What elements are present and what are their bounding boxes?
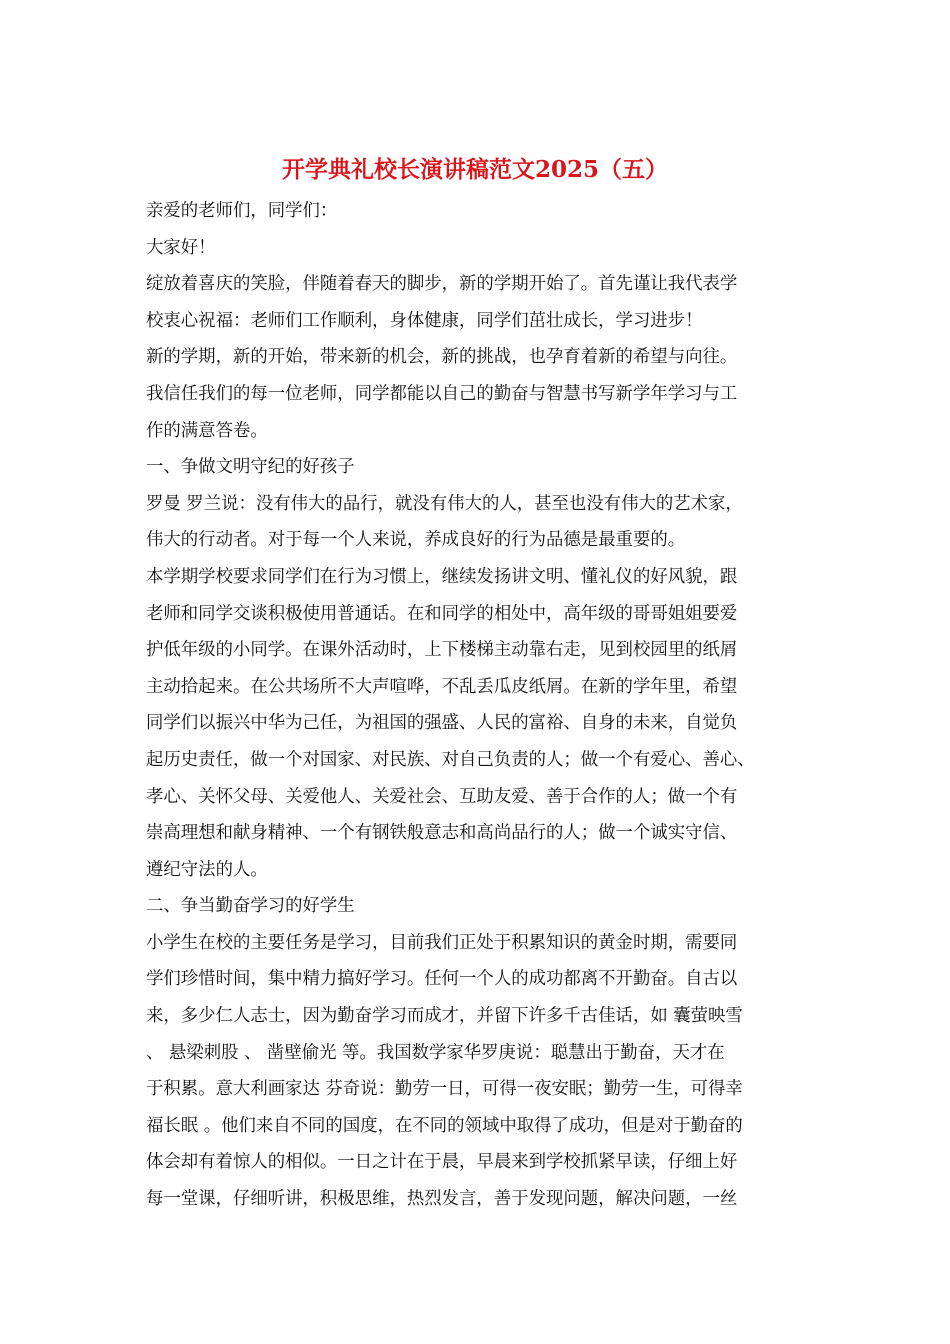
paragraph (146, 266, 806, 339)
text-line: 同学们以振兴中华为己任，为祖国的强盛、人民的富裕、自身的未来，自觉负 (146, 713, 738, 734)
text-line: 体会却有着惊人的相似。一日之计在于晨，早晨来到学校抓紧早读，仔细上好 (146, 1152, 738, 1173)
text-line: 福长眠 。他们来自不同的国度，在不同的领域中取得了成功，但是对于勤奋的 (146, 1115, 743, 1136)
paragraph (146, 230, 806, 267)
text-line: 大家好！ (146, 237, 216, 258)
text-line: 一、争做文明守纪的好孩子 (146, 457, 355, 478)
document-body (146, 193, 806, 1218)
text-line: 每一堂课，仔细听讲，积极思维，热烈发言，善于发现问题，解决问题，一丝 (146, 1189, 738, 1210)
text-line: 罗曼 罗兰说：没有伟大的品行，就没有伟大的人，甚至也没有伟大的艺术家， (146, 493, 743, 514)
text-line: 崇高理想和献身精神、一个有钢铁般意志和高尚品行的人；做一个诚实守信、 (146, 823, 738, 844)
text-line: 于积累。意大利画家达 芬奇说：勤劳一日，可得一夜安眠；勤劳一生，可得幸 (146, 1079, 743, 1100)
text-line: 小学生在校的主要任务是学习，目前我们正处于积累知识的黄金时期，需要同 (146, 932, 738, 953)
paragraph (146, 925, 806, 1218)
text-line: 遵纪守法的人。 (146, 859, 268, 880)
text-line: 二、争当勤奋学习的好学生 (146, 896, 355, 917)
paragraph (146, 486, 806, 559)
paragraph (146, 449, 806, 486)
text-line: 绽放着喜庆的笑脸，伴随着春天的脚步，新的学期开始了。首先谨让我代表学 (146, 274, 738, 295)
text-line: 来，多少仁人志士，因为勤奋学习而成才，并留下许多千古佳话，如 囊萤映雪 (146, 1006, 743, 1027)
text-line: 伟大的行动者。对于每一个人来说，养成良好的行为品德是最重要的。 (146, 530, 686, 551)
text-line: 校衷心祝福：老师们工作顺利，身体健康，同学们茁壮成长，学习进步！ (146, 310, 703, 331)
text-line: 本学期学校要求同学们在行为习惯上，继续发扬讲文明、懂礼仪的好风貌，跟 (146, 566, 738, 587)
paragraph (146, 559, 806, 888)
paragraph (146, 888, 806, 925)
paragraph (146, 193, 806, 230)
text-line: 护低年级的小同学。在课外活动时，上下楼梯主动靠右走，见到校园里的纸屑 (146, 640, 738, 661)
text-line: 新的学期，新的开始，带来新的机会，新的挑战，也孕育着新的希望与向往。 (146, 347, 738, 368)
text-line: 、 悬梁刺股 、 凿壁偷光 等。我国数学家华罗庚说：聪慧出于勤奋，天才在 (146, 1042, 725, 1063)
text-line: 老师和同学交谈积极使用普通话。在和同学的相处中，高年级的哥哥姐姐要爱 (146, 603, 738, 624)
paragraph (146, 339, 806, 449)
text-line: 孝心、关怀父母、关爱他人、关爱社会、互助友爱、善于合作的人；做一个有 (146, 786, 738, 807)
text-line: 起历史责任，做一个对国家、对民族、对自己负责的人；做一个有爱心、善心、 (146, 749, 755, 770)
text-line: 主动拾起来。在公共场所不大声喧哗，不乱丢瓜皮纸屑。在新的学年里，希望 (146, 676, 738, 697)
text-line: 亲爱的老师们，同学们： (146, 201, 338, 221)
text-line: 学们珍惜时间，集中精力搞好学习。任何一个人的成功都离不开勤奋。自古以 (146, 969, 738, 990)
text-line: 我信任我们的每一位老师，同学都能以自己的勤奋与智慧书写新学年学习与工 (146, 383, 738, 404)
text-line: 作的满意答卷。 (146, 420, 268, 441)
document-title: 开学典礼校长演讲稿范文2025（五） (281, 156, 668, 183)
